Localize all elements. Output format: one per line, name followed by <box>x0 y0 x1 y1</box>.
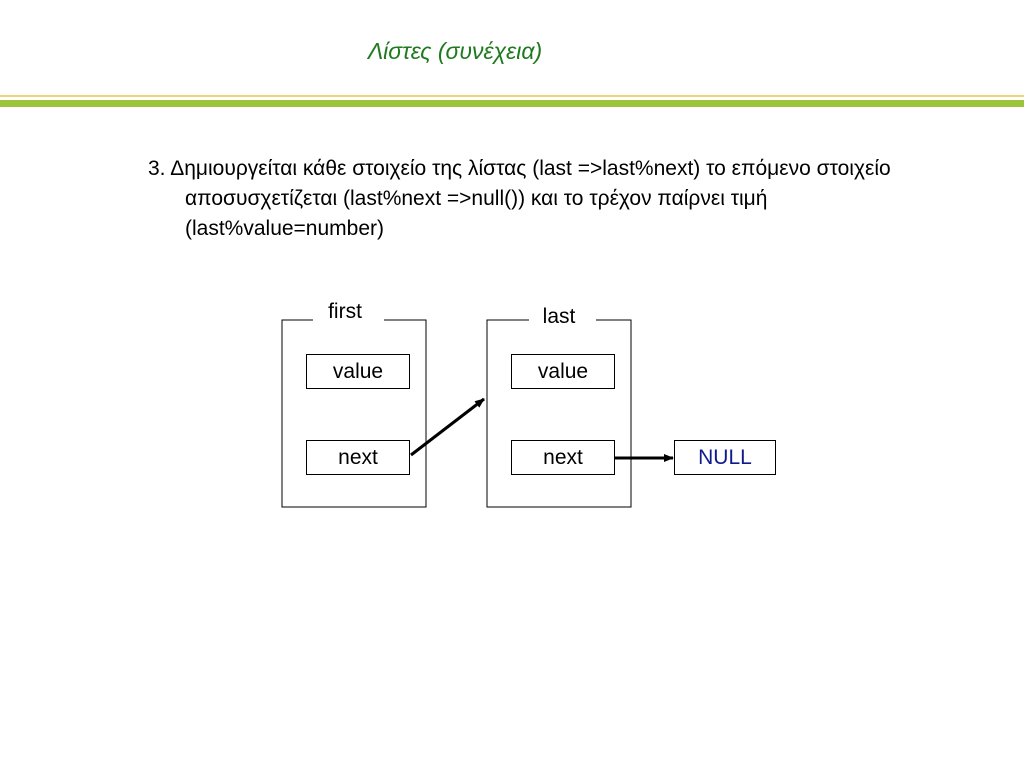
node-first-value-field: value <box>306 354 410 389</box>
node-first-outline <box>282 320 426 507</box>
node-first-label: first <box>328 300 362 323</box>
null-box: NULL <box>674 440 776 475</box>
node-last-next-field: next <box>511 440 615 475</box>
arrow-first-next-to-last <box>411 399 484 455</box>
node-last-label: last <box>542 305 576 328</box>
list-item-step-3: 3. Δημιουργείται κάθε στοιχείο της λίστας (last =>last%next) το επόμενο στοιχείο αποσυσχετίζεται (last%next =>null()) και το τρέχον παίρνει τιμή (last%value=number) <box>148 157 891 240</box>
node-last-outline <box>487 320 631 507</box>
slide-title: Λίστες (συνέχεια) <box>367 38 543 64</box>
node-last-value-field: value <box>511 354 615 389</box>
node-first-next-field: next <box>306 440 410 475</box>
